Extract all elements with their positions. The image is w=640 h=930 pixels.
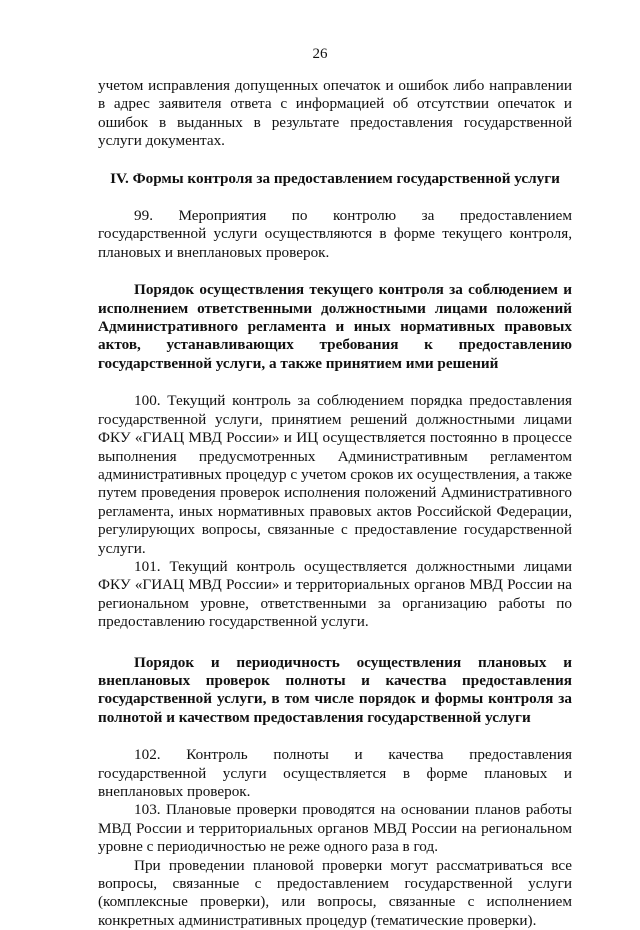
paragraph-101: 101. Текущий контроль осуществляется должностными лицами ФКУ «ГИАЦ МВД России» и территориальных органов МВД России на региональном уровне, ответственными за организацию работы по предоставлению государственной услуги. bbox=[98, 557, 572, 631]
paragraph-102: 102. Контроль полноты и качества предоставления государственной услуги осуществляется в форме плановых и внеплановых проверок. bbox=[98, 746, 572, 800]
paragraph-100: 100. Текущий контроль за соблюдением порядка предоставления государственной услуги, принятием решений должностными лицами ФКУ «ГИАЦ МВД России» и ИЦ осуществляется постоянно в процессе выполнения предусмотренных Административным регламентом административных процедур с учетом сроков их осуществления, а также путем проведения проверок исполнения положений Административного регламента, иных нормативных правовых актов Российской Федерации, регулирующих вопросы, связанные с предоставление государственной услуги. bbox=[98, 392, 572, 557]
paragraph-intro: учетом исправления допущенных опечаток и ошибок либо направлении в адрес заявителя ответа с информацией об отсутствии опечаток и ошибок в выданных в результате предоставления государственной услуги документах. bbox=[98, 77, 572, 150]
paragraph-99: 99. Мероприятия по контролю за предоставлением государственной услуги осуществляются в форме текущего контроля, плановых и внеплановых проверок. bbox=[98, 207, 572, 261]
section-title: IV. Формы контроля за предоставлением государственной услуги bbox=[110, 169, 560, 187]
paragraph-103-continued: При проведении плановой проверки могут рассматриваться все вопросы, связанные с предоставлением государственной услуги (комплексные проверки), или вопросы, связанные с исполнением конкретных административных процедур (тематические проверки). bbox=[98, 856, 572, 929]
page-number: 26 bbox=[312, 46, 328, 62]
subheading-inspections: Порядок и периодичность осуществления плановых и внеплановых проверок полноты и качества предоставления государственной услуги, в том числе порядок и формы контроля за полнотой и качеством предоставления государственной услуги bbox=[98, 653, 572, 726]
subheading-current-control: Порядок осуществления текущего контроля за соблюдением и исполнением ответственными должностными лицами положений Административного регламента и иных нормативных правовых актов, устанавливающих требования к предоставлению государственной услуги, а также принятием ими решений bbox=[98, 281, 572, 372]
page-content bbox=[98, 77, 572, 930]
paragraph-103: 103. Плановые проверки проводятся на основании планов работы МВД России и территориальных органов МВД России на региональном уровне с периодичностью не реже одного раза в год. bbox=[98, 801, 572, 856]
